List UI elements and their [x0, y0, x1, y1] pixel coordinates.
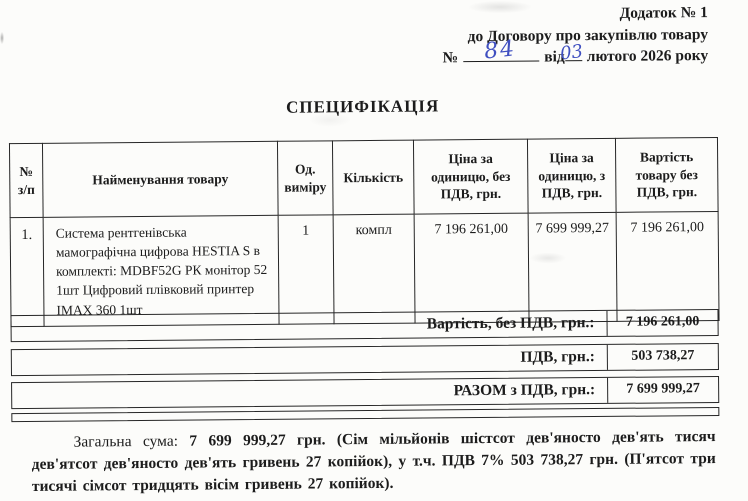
item-price-no-vat: 7 196 261,00 [414, 213, 529, 323]
contract-number-line [442, 36, 709, 69]
summary-label-subtotal: Вартість, без ПДВ, грн.: [11, 311, 607, 341]
handwritten-contract-number: 84 [482, 36, 518, 65]
number-sign: № [442, 49, 459, 67]
document-title: СПЕЦИФІКАЦІЯ [285, 96, 440, 117]
item-name: Система рентгенівська мамографічна цифрова HESTIA S в комплекті: MDBF52G РК монітор 52 1шт Цифровий плівковий принтер IMAX 360 1шт [43, 215, 279, 326]
total-amount-text: 7 699 999,27 грн. (Сім мільйонів шістсот дев'яносто дев'ять тисяч дев'ятсот дев'яносто дев'ять гривень 27 копійок), у т.ч. ПДВ 7% 503 738,27 грн. (П'ятсот три тисячі сімсот тридцять вісім гривень 27 копійок). [31, 427, 716, 495]
total-amount-paragraph [31, 426, 716, 498]
date-prefix: від [544, 48, 565, 66]
summary-value-total: 7 699 999,27 [626, 381, 700, 397]
contract-reference-label: до Договору про закупівлю товару [467, 25, 709, 45]
date-suffix: лютого 2026 року [586, 47, 709, 66]
summary-row-total [11, 376, 719, 409]
col-header-num: № з/п [9, 143, 43, 217]
item-qty: компл [333, 214, 415, 323]
item-price-with-vat: 7 699 999,27 [528, 212, 617, 322]
col-header-unit: Од. виміру [277, 141, 333, 215]
col-header-total-no-vat: Вартість товару без ПДВ, грн. [615, 137, 718, 212]
item-number: 1. [10, 217, 44, 326]
appendix-label: Додаток № 1 [619, 4, 708, 22]
summary-label-total: РАЗОМ з ПДВ, грн.: [12, 378, 608, 408]
total-amount-lead: Загальна сума: [73, 432, 190, 451]
summary-value-subtotal: 7 196 261,00 [625, 314, 700, 330]
summary-label-vat: ПДВ, грн.: [12, 345, 608, 375]
specification-table [9, 137, 720, 327]
col-header-price-with-vat: Ціна за одиницю, з ПДВ, грн. [527, 138, 616, 213]
table-header-row [9, 137, 718, 217]
summary-row-subtotal [10, 309, 718, 342]
item-total-no-vat: 7 196 261,00 [616, 211, 719, 321]
document-header [442, 2, 708, 69]
col-header-price-no-vat: Ціна за одиницю, без ПДВ, грн. [413, 139, 528, 214]
handwritten-date-day: 03 [558, 40, 584, 65]
col-header-qty: Кількість [332, 140, 414, 215]
item-unit: 1 [278, 215, 334, 324]
contract-number-blank [463, 36, 539, 65]
date-day-blank [558, 40, 584, 65]
summary-row-vat [11, 343, 719, 376]
col-header-name: Найменування товару [42, 141, 278, 217]
summary-empty-strip [11, 407, 719, 422]
summary-value-vat: 503 738,27 [631, 348, 695, 364]
